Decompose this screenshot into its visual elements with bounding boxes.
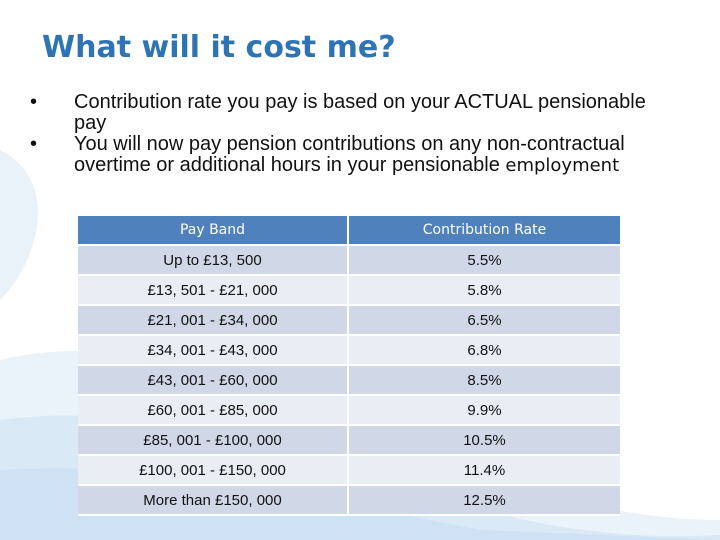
rate-cell: 5.8% [348,275,620,305]
table-header-row [78,216,620,245]
pay-band-cell: More than £150, 000 [78,485,348,515]
pay-band-cell: £34, 001 - £43, 000 [78,335,348,365]
slide-title: What will it cost me? [42,30,396,65]
rate-cell: 6.5% [348,305,620,335]
pay-band-cell: £85, 001 - £100, 000 [78,425,348,455]
pay-band-cell: £100, 001 - £150, 000 [78,455,348,485]
rate-cell: 10.5% [348,425,620,455]
rate-cell: 5.5% [348,245,620,275]
bullet-marker: • [30,91,38,113]
rate-cell: 6.8% [348,335,620,365]
bullet-text-tail: employment [505,155,620,176]
table-row [78,455,620,485]
table-row [78,305,620,335]
rate-cell: 8.5% [348,365,620,395]
pay-band-cell: £43, 001 - £60, 000 [78,365,348,395]
table-row [78,275,620,305]
table-row [78,425,620,455]
table-row [78,395,620,425]
rate-cell: 11.4% [348,455,620,485]
table-row [78,245,620,275]
table-row [78,485,620,515]
table-row [78,335,620,365]
bullet-list [30,92,670,176]
bullet-item [30,92,670,134]
rate-cell: 9.9% [348,395,620,425]
header-pay-band: Pay Band [78,216,348,245]
bullet-text: You will now pay pension contributions on any non-contractual overtime or additional hours in your pensionable [74,133,625,176]
contribution-rate-table [78,216,620,516]
header-contribution-rate: Contribution Rate [348,216,620,245]
pay-band-cell: Up to £13, 500 [78,245,348,275]
bullet-item [30,134,670,176]
rate-cell: 12.5% [348,485,620,515]
pay-band-cell: £60, 001 - £85, 000 [78,395,348,425]
table-row [78,365,620,395]
bullet-text: Contribution rate you pay is based on your ACTUAL pensionable pay [74,91,646,134]
pay-band-cell: £13, 501 - £21, 000 [78,275,348,305]
bullet-marker: • [30,133,38,155]
pay-band-cell: £21, 001 - £34, 000 [78,305,348,335]
